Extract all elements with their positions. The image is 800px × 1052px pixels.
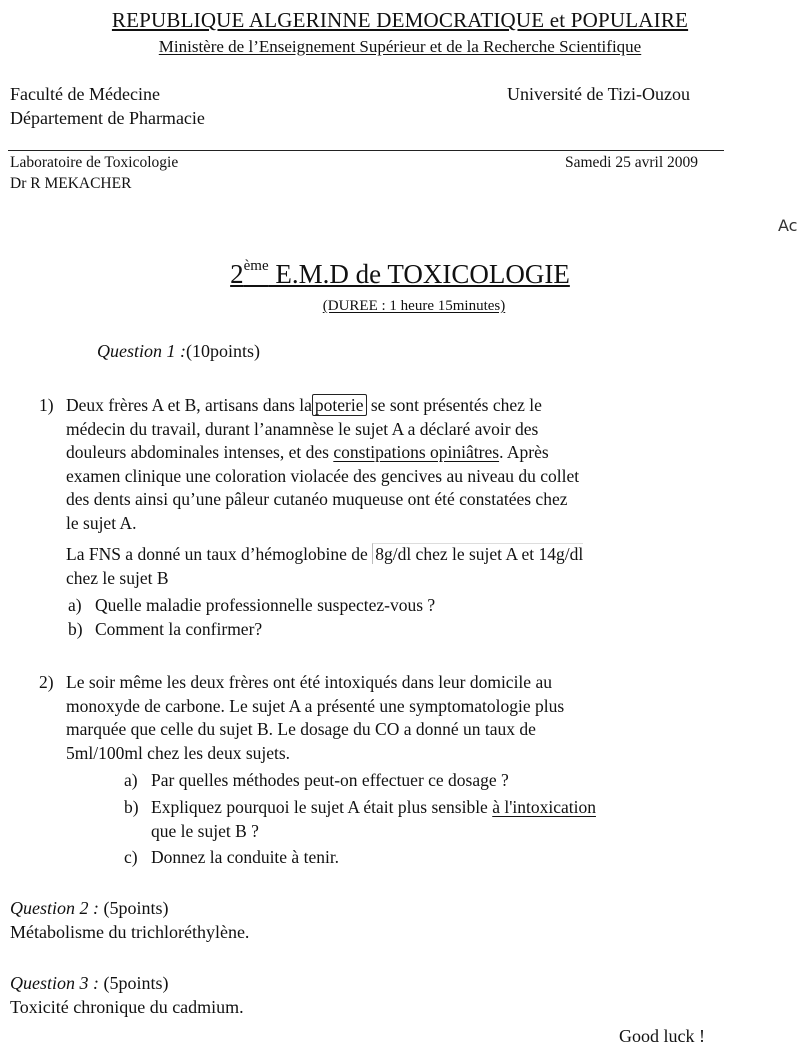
department-label: Département de Pharmacie — [10, 108, 205, 128]
question-2-text: Métabolisme du trichloréthylène. — [10, 922, 250, 942]
exam-date: Samedi 25 avril 2009 — [565, 154, 699, 171]
item-1-line-2: médecin du travail, durant l’anamnèse le sujet A a déclaré avoir des — [66, 418, 539, 439]
title-ordinal-suffix: ème — [243, 258, 269, 274]
doctor-label: Dr R MEKACHER — [10, 175, 132, 192]
item-2-sub-b — [151, 796, 596, 820]
item-1-line-4: examen clinique une coloration violacée des gencives au niveau du collet — [66, 465, 580, 486]
item-1-line-7 — [66, 543, 583, 567]
item-2-line-4: 5ml/100ml chez les deux sujets. — [66, 742, 291, 763]
item-2-line-3: marquée que celle du sujet B. Le dosage du CO a donné un taux de — [66, 719, 536, 739]
question-3-points: (5points) — [99, 973, 169, 993]
item-1-line-1 — [66, 394, 542, 418]
item-1-sub-a-label: a) — [68, 595, 82, 615]
question-2-points: (5points) — [99, 898, 169, 918]
item-2-sub-a-label: a) — [124, 770, 138, 790]
laboratory-label: Laboratoire de Toxicologie — [10, 154, 179, 171]
exam-duration: (DUREE : 1 heure 15minutes) — [322, 298, 506, 314]
item-1-line-3-end: . Après — [499, 442, 549, 462]
question-3-heading — [10, 973, 169, 994]
question-1-points: (10points) — [186, 341, 260, 361]
item-2-number: 2) — [39, 672, 54, 692]
question-2-label: Question 2 : — [10, 898, 99, 918]
question-3-label: Question 3 : — [10, 973, 99, 993]
item-1-line-5: des dents ainsi qu’une pâleur cutanéo muqueuse ont été constatées chez — [66, 489, 568, 509]
question-2-heading — [10, 898, 169, 919]
item-1-line-1-end: se sont présentés chez le — [366, 395, 542, 415]
item-2-sub-a: Par quelles méthodes peut-on effectuer ce dosage ? — [151, 770, 509, 790]
question-1-label: Question 1 : — [97, 341, 186, 361]
item-2-sub-b-label: b) — [124, 797, 139, 817]
item-2-sub-c: Donnez la conduite à tenir. — [151, 847, 340, 867]
item-1-line-3 — [66, 441, 549, 465]
faculty-label: Faculté de Médecine — [10, 84, 160, 104]
item-1-sub-b: Comment la confirmer? — [95, 619, 263, 639]
title-main: E.M.D de TOXICOLOGIE — [268, 259, 570, 289]
header-divider — [8, 150, 724, 151]
ministry-heading: Ministère de l’Enseignement Supérieur et de la Recherche Scientifique — [158, 37, 642, 56]
republic-heading: REPUBLIQUE ALGERINNE DEMOCRATIQUE et POPULAIRE — [111, 8, 689, 32]
hemoglobin-values: 8g/dl chez le sujet A et 14g/dl — [372, 543, 583, 564]
exam-title — [0, 258, 800, 290]
poterie-annotation: poterie — [312, 394, 367, 416]
item-1-line-6: le sujet A. — [66, 512, 137, 533]
item-2-line-2: monoxyde de carbone. Le sujet A a présenté une symptomatologie plus — [66, 695, 565, 716]
item-1-number: 1) — [39, 395, 54, 415]
closing-note: Good luck ! — [619, 1026, 705, 1046]
university-label: Université de Tizi-Ouzou — [507, 84, 690, 104]
item-2-line-1: Le soir même les deux frères ont été intoxiqués dans leur domicile au — [66, 672, 552, 692]
margin-annotation: Ac — [778, 216, 798, 235]
item-1-line-7-start: La FNS a donné un taux d’hémoglobine de — [66, 544, 373, 564]
item-2-sub-c-label: c) — [124, 847, 138, 867]
title-ordinal: 2 — [230, 259, 244, 289]
item-2-sub-b-continuation: que le sujet B ? — [151, 820, 259, 841]
item-1-sub-b-label: b) — [68, 619, 83, 639]
constipation-annotation: constipations opiniâtres — [333, 442, 500, 462]
item-2-sub-b-start: Expliquez pourquoi le sujet A était plus sensible — [151, 797, 493, 817]
question-1-heading — [97, 341, 260, 362]
item-1-line-8: chez le sujet B — [66, 567, 169, 588]
item-1-sub-a: Quelle maladie professionnelle suspectez-vous ? — [95, 595, 436, 615]
item-1-line-1-start: Deux frères A et B, artisans dans la — [66, 395, 312, 415]
question-3-text: Toxicité chronique du cadmium. — [10, 997, 244, 1017]
intoxication-annotation: à l'intoxication — [492, 797, 596, 817]
item-1-line-3-start: douleurs abdominales intenses, et des — [66, 442, 334, 462]
